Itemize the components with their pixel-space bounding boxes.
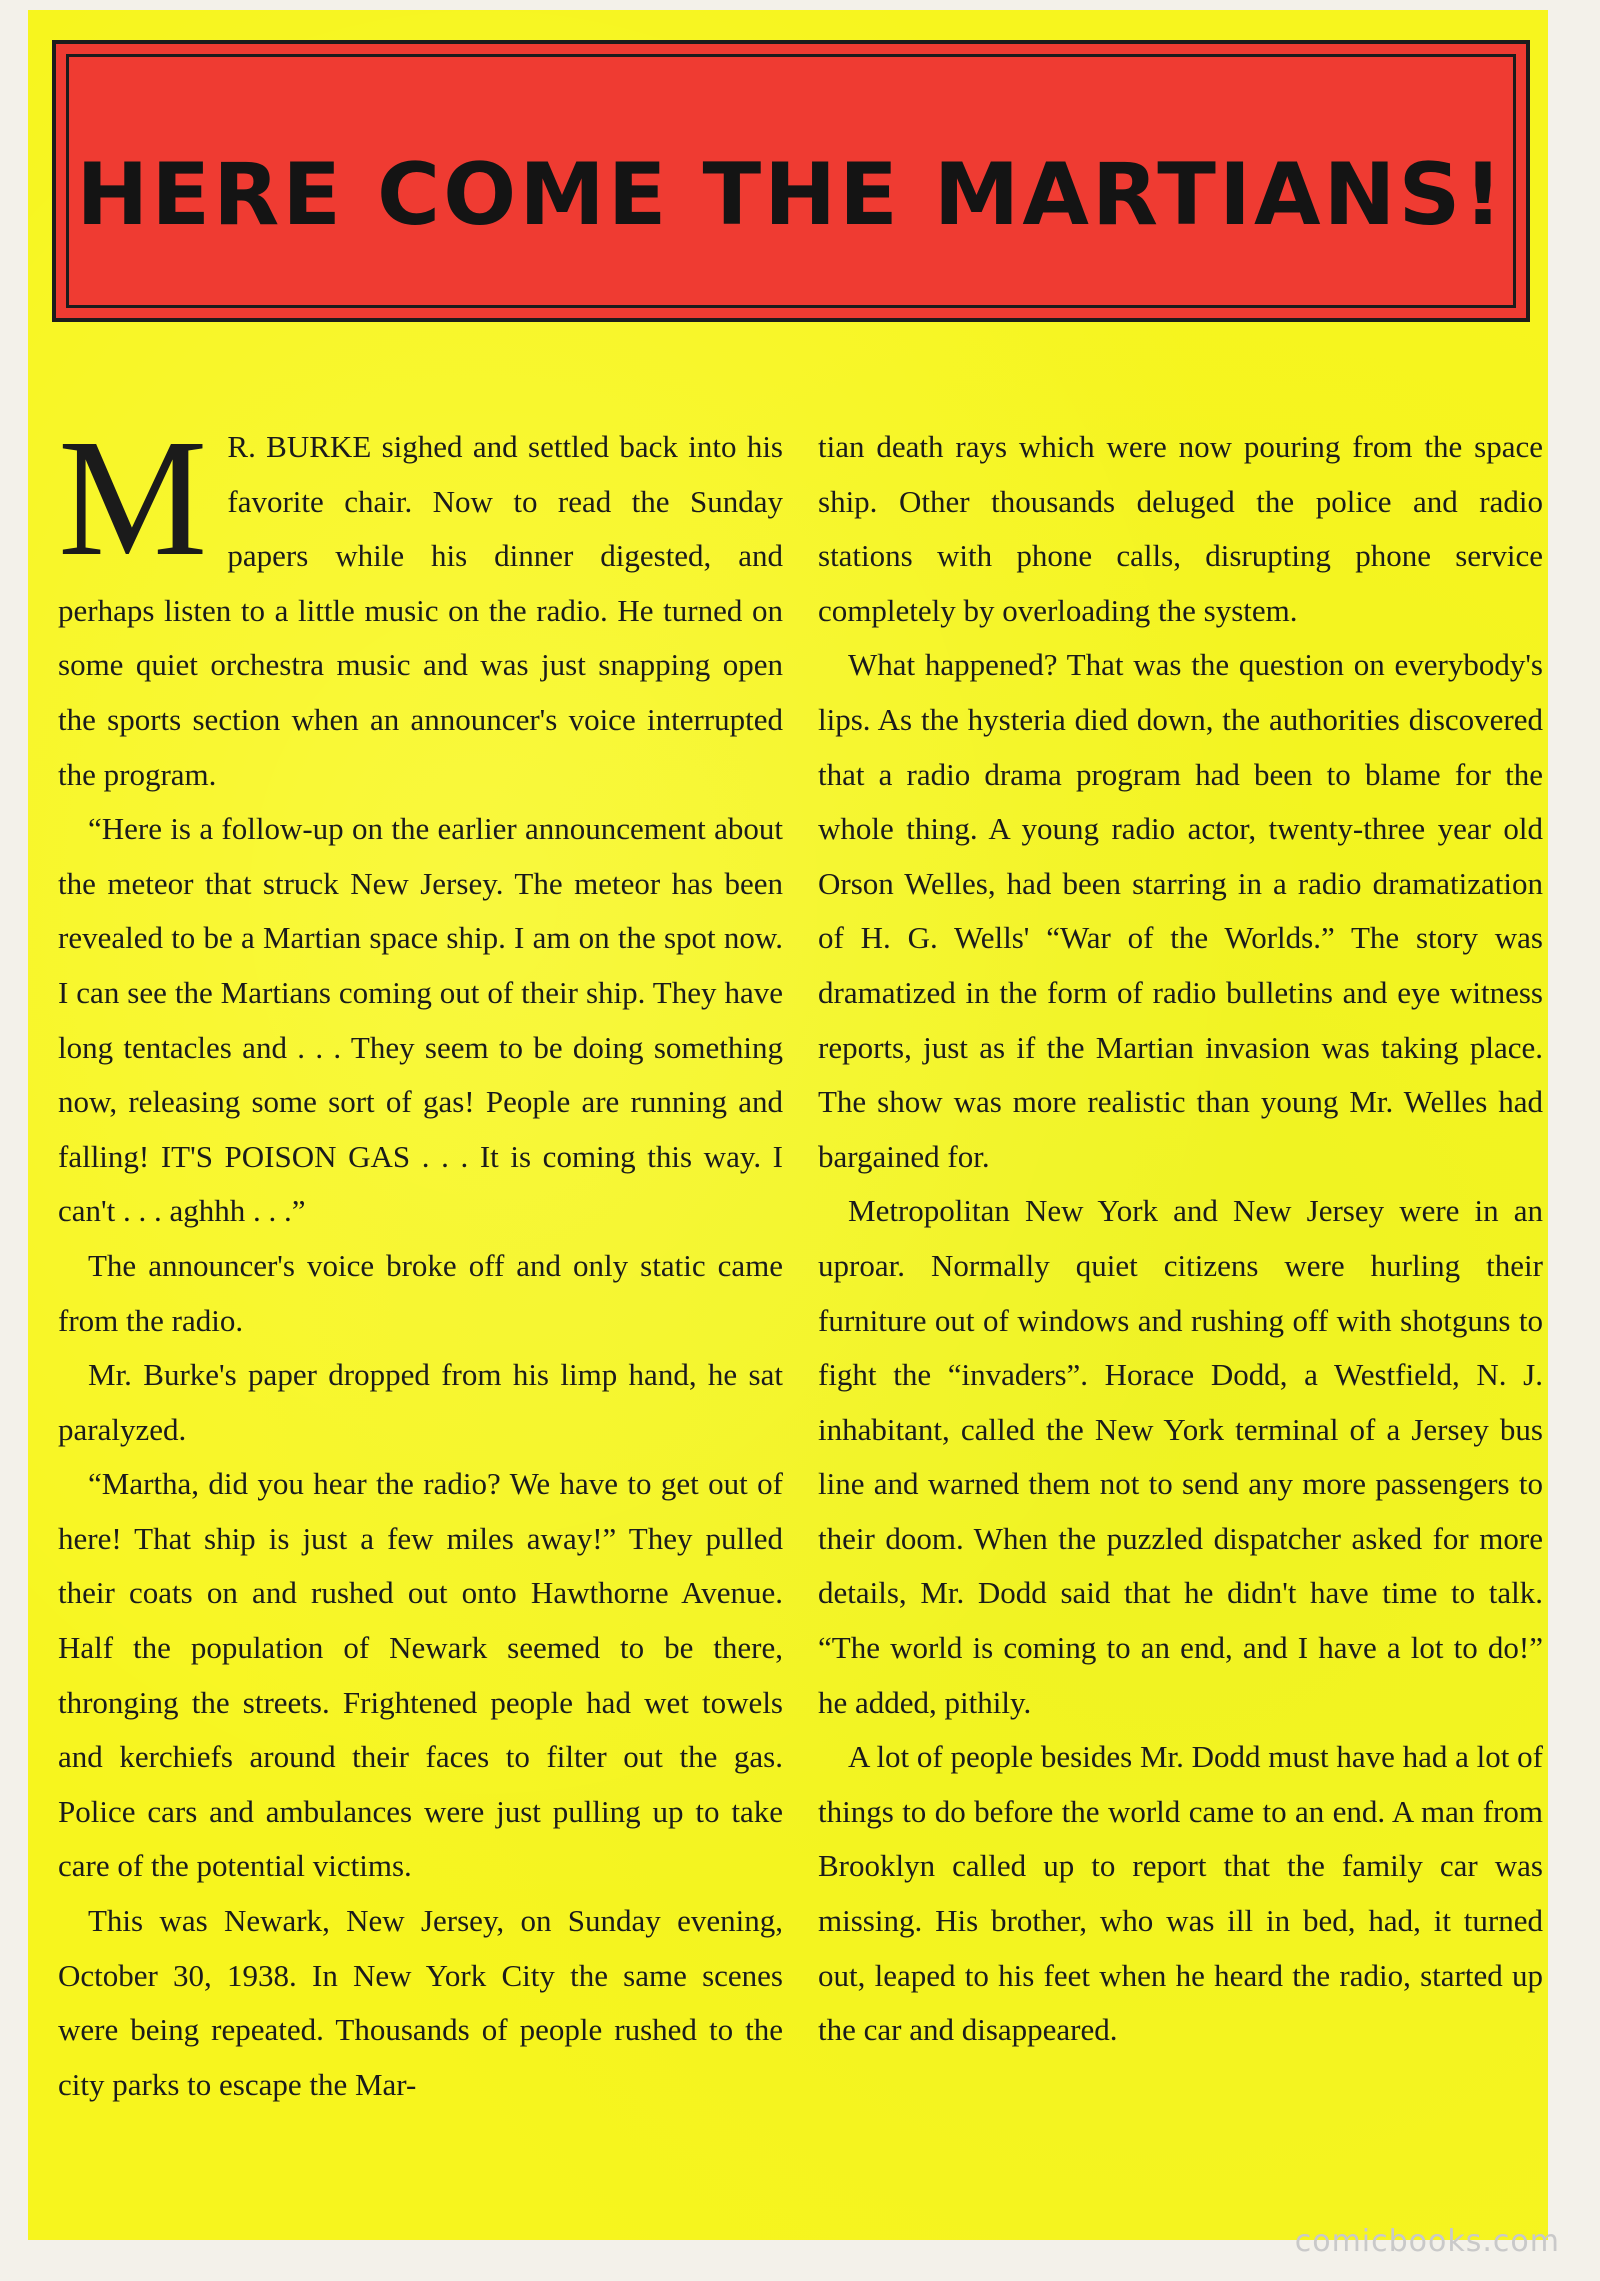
paragraph-10: A lot of people besides Mr. Dodd must have had a lot of things to do before the world came to an end. A man from Brooklyn called up to report that the family car was missing. His brother, who was ill in bed, had, it turned out, leaped to his feet when he heard the radio, started up the car and disappeared. [818, 1739, 1543, 2048]
paragraph-7: tian death rays which were now pouring from the space ship. Other thousands deluged the police and radio stations with phone calls, disrupting phone service completely by overloading the system. [818, 429, 1543, 628]
paragraph-6: This was Newark, New Jersey, on Sunday evening, October 30, 1938. In New York City the same scenes were being repeated. Thousands of people rushed to the city parks to escape the Mar- [58, 1903, 783, 2102]
paragraph-4: Mr. Burke's paper dropped from his limp hand, he sat paralyzed. [58, 1357, 783, 1447]
title-banner [52, 40, 1530, 322]
watermark-text: comicbooks.com [1294, 2224, 1560, 2259]
paragraph-3: The announcer's voice broke off and only static came from the radio. [58, 1247, 783, 1338]
left-column [58, 405, 783, 2112]
comic-page [28, 10, 1548, 2240]
paragraph-9: Metropolitan New York and New Jersey were in an uproar. Normally quiet citizens were hurling their furniture out of windows and rushing off with shotguns to fight the “invaders”. Horace Dodd, a Westfield, N. J. inhabitant, called the New York terminal of a Jersey bus line and warned them not to send any more passengers to their doom. When the puzzled dispatcher asked for more details, Mr. Dodd said that he didn't have time to talk. “The world is coming to an end, and I have a lot to do!” he added, pithily. [818, 1193, 1543, 1720]
paragraph-5: “Martha, did you hear the radio? We have to get out of here! That ship is just a few miles away!” They pulled their coats on and rushed out onto Hawthorne Avenue. Half the population of Newark seemed to be there, thronging the streets. Frightened people had wet towels and kerchiefs around their faces to filter out the gas. Police cars and ambulances were just pulling up to take care of the potential victims. [58, 1466, 783, 1884]
paragraph-2: “Here is a follow-up on the earlier announcement about the meteor that struck New Jersey. The meteor has been revealed to be a Martian space ship. I am on the spot now. I can see the Martians coming out of their ship. They have long tentacles and . . . They seem to be doing something now, releasing some sort of gas! People are running and falling! IT'S POISON GAS . . . It is coming this way. I can't . . . aghhh . . .” [58, 811, 783, 1229]
paragraph-1 [58, 405, 783, 802]
page-title: HERE COME THE MARTIANS! [76, 145, 1506, 245]
paragraph-8: What happened? That was the question on everybody's lips. As the hysteria died down, the authorities discovered that a radio drama program had been to blame for the whole thing. A young radio actor, twenty-three year old Orson Welles, had been starring in a radio dramatization of H. G. Wells' “War of the Worlds.” The story was dramatized in the form of radio bulletins and eye witness reports, just as if the Martian invasion was taking place. The show was more realistic than young Mr. Welles had bargained for. [818, 647, 1543, 1174]
drop-cap: M [58, 405, 208, 591]
paragraph-1-text: R. BURKE sighed and settled back into his favorite chair. Now to read the Sunday papers while his dinner digested, and perhaps listen to a little music on the radio. He turned on some quiet orchestra music and was just snapping open the sports section when an announcer's voice interrupted the program. [58, 429, 783, 792]
right-column [818, 420, 1543, 2058]
